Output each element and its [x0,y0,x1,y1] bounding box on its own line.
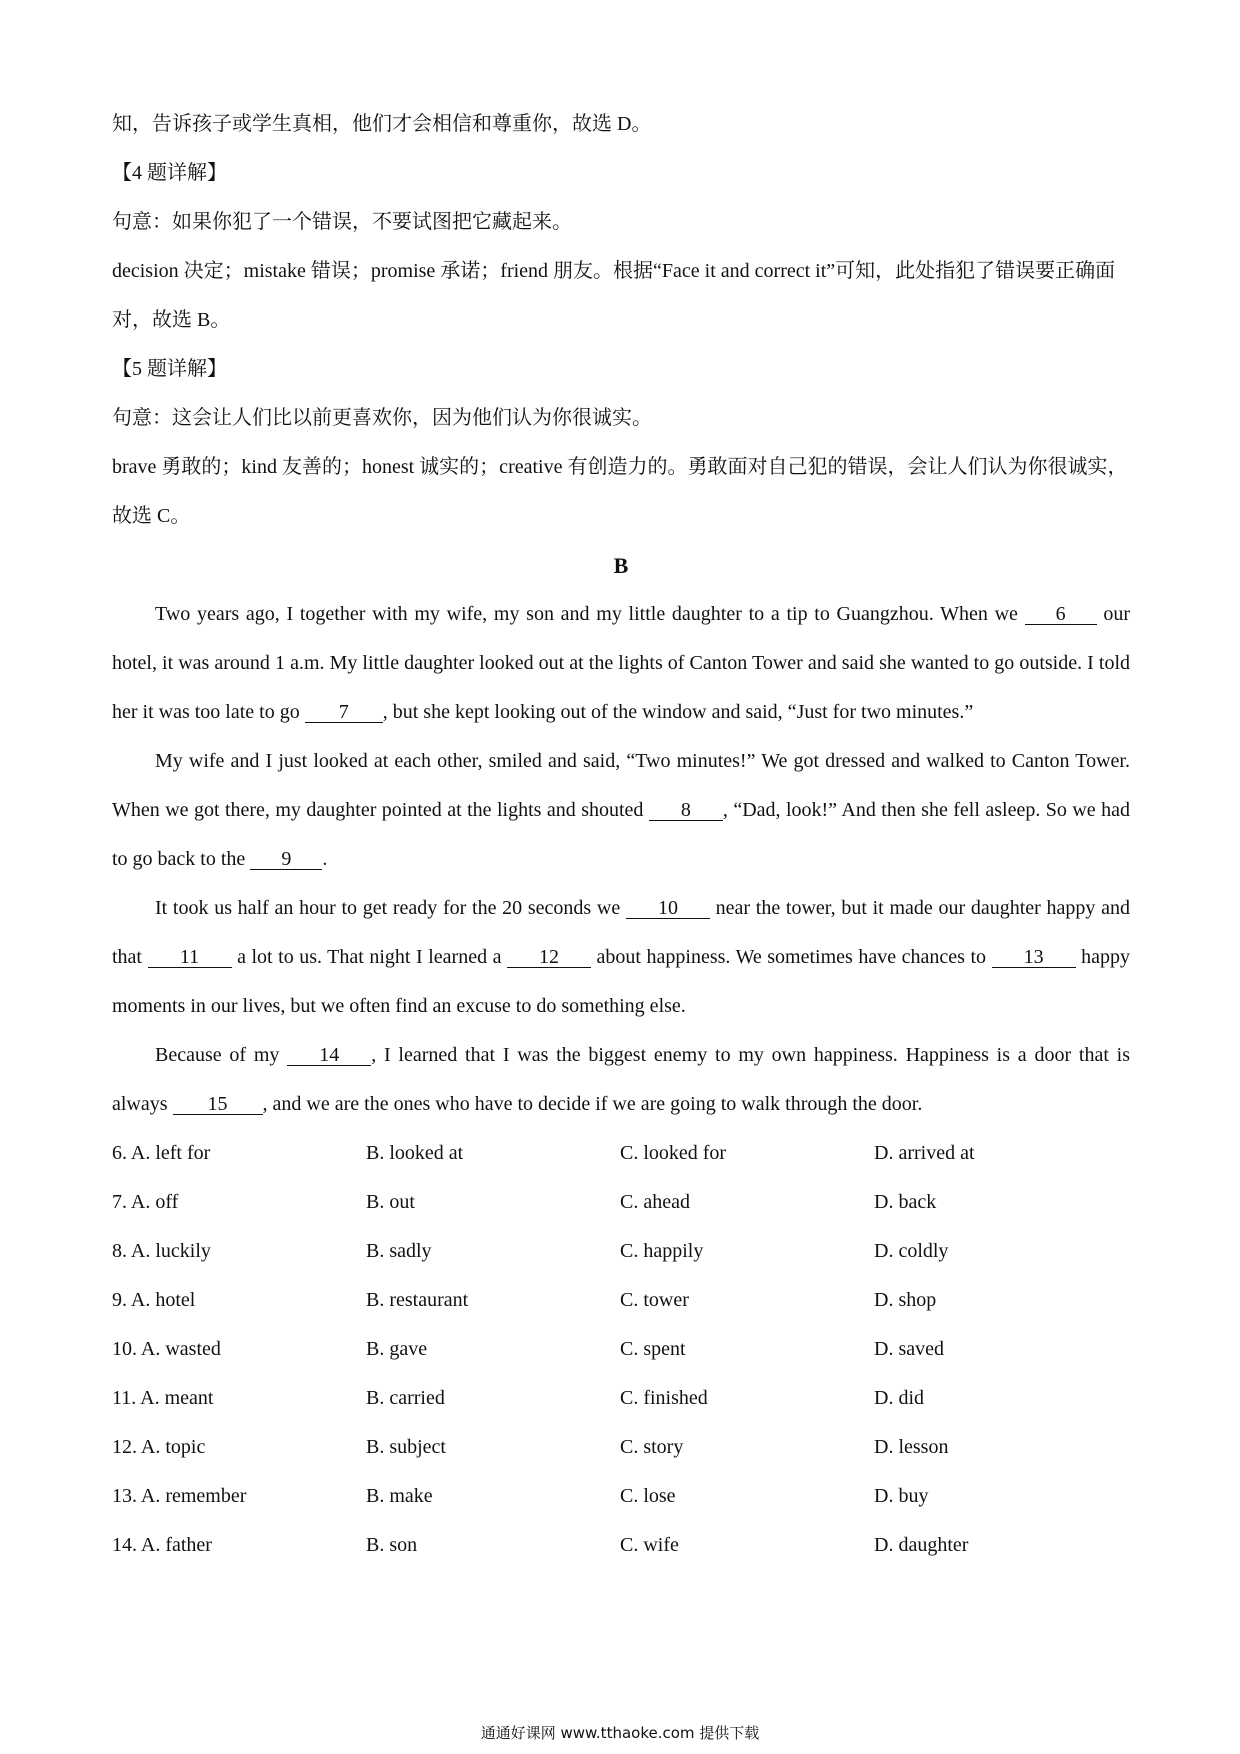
option-d: D. lesson [874,1436,949,1458]
option-d: D. coldly [874,1240,949,1262]
option-b: B. carried [366,1387,445,1409]
option-b: B. subject [366,1436,446,1458]
option-a: 6. A. left for [112,1142,211,1164]
option-b: B. gave [366,1338,428,1360]
option-d: D. did [874,1387,924,1409]
option-c: C. spent [620,1338,686,1360]
question-row [112,1423,1130,1472]
option-a: 12. A. topic [112,1436,206,1458]
option-a: 14. A. father [112,1534,212,1556]
passage-paragraph-3 [112,884,1130,1031]
option-d: D. buy [874,1485,929,1507]
question-row [112,1227,1130,1276]
option-b: B. restaurant [366,1289,469,1311]
blank-14: 14 [287,1045,371,1066]
option-c: C. story [620,1436,684,1458]
passage-paragraph-1 [112,590,1130,737]
page-footer: 通通好课网 www.tthaoke.com 提供下载 [480,1724,760,1742]
section-title: B [613,553,629,578]
q4-meaning: 句意：如果你犯了一个错误，不要试图把它藏起来。 [112,211,572,233]
q5-heading: 【5 题详解】 [112,358,227,380]
option-a: 8. A. luckily [112,1240,211,1262]
option-d: D. shop [874,1289,937,1311]
passage-paragraph-4 [112,1031,1130,1129]
question-row [112,1521,1130,1570]
option-c: C. finished [620,1387,708,1409]
passage-text: our hotel, it was around 1 a.m. My little daughter looked out at the lights of Canton Tower and said she wanted to go outside. I told her it was too late to go [112,603,1131,723]
blank-11: 11 [148,947,232,968]
option-b: B. make [366,1485,433,1507]
option-d: D. saved [874,1338,944,1360]
option-b: B. looked at [366,1142,464,1164]
option-b: B. son [366,1534,418,1556]
option-a: 7. A. off [112,1191,179,1213]
passage-text: , and we are the ones who have to decide if we are going to walk through the door. [262,1093,923,1115]
passage-text: Two years ago, I together with my wife, my son and my little daughter to a tip to Guangzhou. When we [155,603,1025,625]
option-a: 11. A. meant [112,1387,214,1409]
passage-text: Because of my [155,1044,288,1066]
option-a: 13. A. remember [112,1485,247,1507]
blank-12: 12 [507,947,591,968]
blank-10: 10 [626,898,710,919]
q3-explanation-tail: 知，告诉孩子或学生真相，他们才会相信和尊重你，故选 D。 [112,113,652,135]
option-d: D. back [874,1191,937,1213]
passage-text: , “Dad, look!” And then she fell asleep. So we had to go back to the [112,799,1130,870]
option-a: 10. A. wasted [112,1338,221,1360]
q5-meaning: 句意：这会让人们比以前更喜欢你，因为他们认为你很诚实。 [112,407,652,429]
option-a: 9. A. hotel [112,1289,196,1311]
question-row [112,1178,1130,1227]
blank-7: 7 [305,702,383,723]
q4-heading: 【4 题详解】 [112,162,227,184]
q5-explanation: brave 勇敢的；kind 友善的；honest 诚实的；creative 有创造力的。勇敢面对自己犯的错误，会让人们认为你很诚实，故选 C。 [112,456,1128,527]
blank-15: 15 [173,1094,263,1115]
q4-explanation: decision 决定；mistake 错误；promise 承诺；friend 朋友。根据“Face it and correct it”可知，此处指犯了错误要正确面对，故选 B。 [112,260,1116,331]
option-c: C. tower [620,1289,689,1311]
passage-text: , I learned that I was the biggest enemy to my own happiness. Happiness is a door that is always [112,1044,1130,1115]
option-c: C. wife [620,1534,679,1556]
passage-text: . [322,848,328,870]
passage-text: about happiness. We sometimes have chances to [591,946,992,968]
option-c: C. ahead [620,1191,690,1213]
question-row [112,1129,1130,1178]
passage-text: a lot to us. That night I learned a [231,946,508,968]
option-c: C. lose [620,1485,676,1507]
passage-text: , but she kept looking out of the window and said, “Just for two minutes.” [382,701,974,723]
passage-paragraph-2 [112,737,1130,884]
blank-8: 8 [649,800,723,821]
option-b: B. sadly [366,1240,432,1262]
passage-text: happy moments in our lives, but we often find an excuse to do something else. [112,946,1130,1017]
question-row [112,1374,1130,1423]
passage-text: It took us half an hour to get ready for the 20 seconds we [155,897,626,919]
blank-13: 13 [992,947,1076,968]
question-row [112,1276,1130,1325]
document-page [112,100,1130,1570]
passage-text: near the tower, but it made our daughter happy and that [112,897,1130,968]
option-c: C. happily [620,1240,704,1262]
blank-6: 6 [1025,604,1097,625]
option-b: B. out [366,1191,415,1213]
question-row [112,1472,1130,1521]
question-options [112,1129,1130,1570]
option-d: D. arrived at [874,1142,975,1164]
option-d: D. daughter [874,1534,969,1556]
blank-9: 9 [250,849,322,870]
option-c: C. looked for [620,1142,727,1164]
question-row [112,1325,1130,1374]
passage-text: My wife and I just looked at each other, smiled and said, “Two minutes!” We got dressed and walked to Canton Tower. When we got there, my daughter pointed at the lights and shouted [112,750,1130,821]
